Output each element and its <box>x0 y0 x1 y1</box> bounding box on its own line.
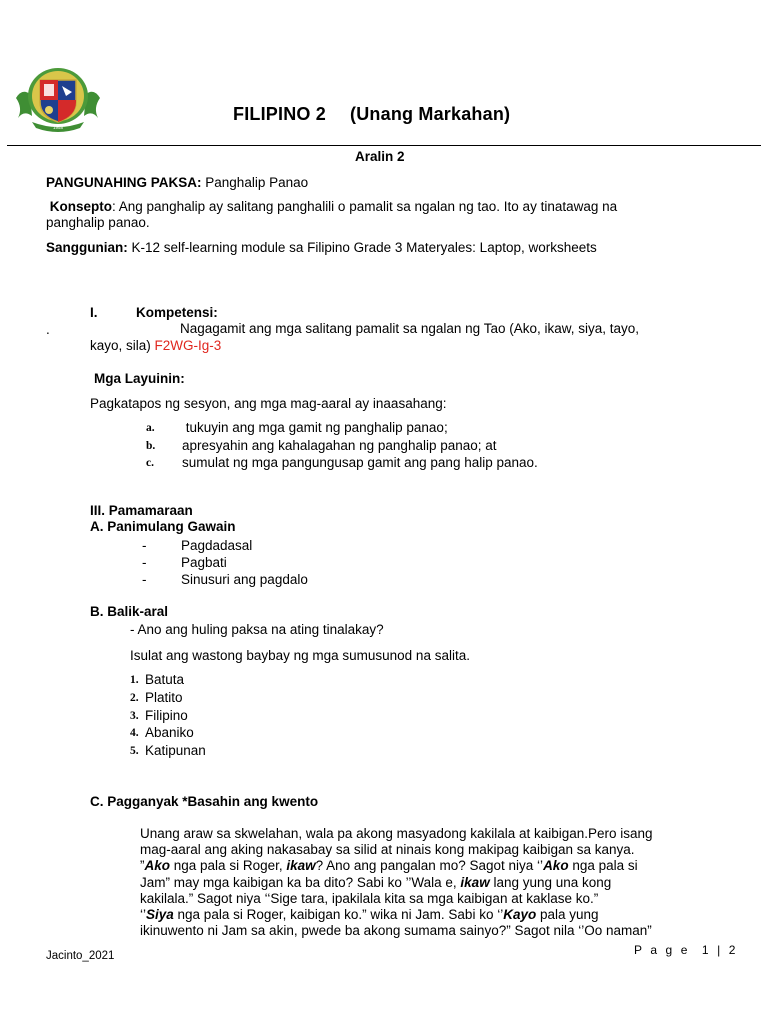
concept-text-line1: : Ang panghalip ay salitang panghalili o pamalit sa ngalan ng tao. Ito ay tinatawag na <box>112 199 618 214</box>
footer-author: Jacinto_2021 <box>46 950 115 962</box>
objective-letter: a. <box>146 422 155 434</box>
concept <box>46 199 617 231</box>
objectives-intro: Pagkatapos ng sesyon, ang mga mag-aaral ay inaasahang: <box>90 396 447 411</box>
story-line <box>140 858 730 874</box>
document-title <box>233 104 510 125</box>
opening-activity-heading: A. Panimulang Gawain <box>90 519 236 534</box>
subject-title: FILIPINO 2 <box>233 104 327 124</box>
review-word: Abaniko <box>145 725 194 740</box>
review-word: Katipunan <box>145 743 206 758</box>
review-number: 5. <box>130 745 139 757</box>
story-segment: Jam” may mga kaibigan ka ba dito? Sabi ko ’’Wala e, <box>140 874 461 890</box>
review-number: 1. <box>130 674 139 686</box>
story-segment: ? Ano ang pangalan mo? Sagot niya ‘’ <box>315 858 544 874</box>
story-segment: nga pala si <box>568 858 638 874</box>
story-segment: ‘’ <box>140 907 146 923</box>
story-segment: kakilala.” Sagot niya ‘‘Sige tara, ipakilala kita sa mga kaibigan at kaklase ko.” <box>140 890 599 906</box>
activity-dash: - <box>142 538 147 553</box>
story-line <box>140 842 730 858</box>
story-line <box>140 923 730 939</box>
quarter-title: (Unang Markahan) <box>350 104 511 124</box>
activity-item: Pagdadasal <box>181 538 253 553</box>
story-segment: lang yung una kong <box>489 874 612 890</box>
activity-dash: - <box>142 572 147 587</box>
competency-heading: Kompetensi: <box>136 305 218 320</box>
activity-item: Pagbati <box>181 555 227 570</box>
svg-text:1958: 1958 <box>52 125 64 130</box>
motivation-heading: C. Pagganyak *Basahin ang kwento <box>90 794 319 809</box>
review-word: Batuta <box>145 672 185 687</box>
review-number: 2. <box>130 692 139 704</box>
story-line <box>140 907 730 923</box>
competency-code: F2WG-Ig-3 <box>154 338 222 353</box>
pronoun-emphasis: Siya <box>146 907 174 923</box>
objective-letter: b. <box>146 440 156 452</box>
main-topic <box>46 175 308 190</box>
activity-item: Sinusuri ang pagdalo <box>181 572 308 587</box>
objective-item: tukuyin ang mga gamit ng panghalip panao; <box>182 420 448 435</box>
references-label: Sanggunian: <box>46 240 128 255</box>
pronoun-emphasis: ikaw <box>286 858 316 874</box>
story-text <box>140 826 730 939</box>
references <box>46 240 597 255</box>
story-line <box>140 826 730 842</box>
review-number: 3. <box>130 710 139 722</box>
competency-line2 <box>90 338 221 353</box>
competency-dot: . <box>46 322 50 337</box>
story-segment: ikinuwento ni Jam sa akin, pwede ba akong sumama sainyo?” Sagot nila ‘’Oo naman” <box>140 923 652 939</box>
activity-dash: - <box>142 555 147 570</box>
topic-label: PANGUNAHING PAKSA: <box>46 175 202 190</box>
lesson-label: Aralin 2 <box>355 149 405 164</box>
objective-item: apresyahin ang kahalagahan ng panghalip panao; at <box>182 438 497 453</box>
topic-value: Panghalip Panao <box>205 175 309 190</box>
review-question: - Ano ang huling paksa na ating tinalakay? <box>130 622 384 637</box>
story-segment: Unang araw sa skwelahan, wala pa akong masyadong kakilala at kaibigan.Pero isang <box>140 826 653 841</box>
story-segment: mag-aaral ang aking nakasabay sa silid at ninais kong makipag kaibigan sa kanya. <box>140 842 635 858</box>
school-seal-icon <box>14 66 102 136</box>
objectives-heading: Mga Layuinin: <box>94 371 185 386</box>
review-heading: B. Balik-aral <box>90 604 169 619</box>
objective-item: sumulat ng mga pangungusap gamit ang pang halip panao. <box>182 455 538 470</box>
header-divider <box>7 145 761 146</box>
story-segment: nga pala si Roger, kaibigan ko.” wika ni Jam. Sabi ko ‘’ <box>173 907 504 923</box>
story-segment: nga pala si Roger, <box>170 858 287 874</box>
school-logo <box>14 66 102 136</box>
pronoun-emphasis: Kayo <box>503 907 537 923</box>
pronoun-emphasis: Ako <box>144 858 171 874</box>
references-value: K-12 self-learning module sa Filipino Grade 3 Materyales: Laptop, worksheets <box>131 240 597 255</box>
story-line <box>140 875 730 891</box>
review-instruction: Isulat ang wastong baybay ng mga sumusunod na salita. <box>130 648 470 663</box>
story-line <box>140 891 730 907</box>
concept-text-line2: panghalip panao. <box>46 215 150 230</box>
review-word: Platito <box>145 690 183 705</box>
concept-label: Konsepto <box>49 199 113 214</box>
story-segment: ” <box>140 858 145 874</box>
pronoun-emphasis: Ako <box>543 858 569 874</box>
objective-letter: c. <box>146 457 154 469</box>
competency-pronouns: kayo, sila) <box>90 338 151 353</box>
procedure-heading: III. Pamamaraan <box>90 503 193 518</box>
review-number: 4. <box>130 727 139 739</box>
competency-numeral: I. <box>90 305 98 320</box>
story-segment: pala yung <box>536 907 599 923</box>
pronoun-emphasis: ikaw <box>460 874 490 890</box>
competency-line1: Nagagamit ang mga salitang pamalit sa ngalan ng Tao (Ako, ikaw, siya, tayo, <box>180 321 640 336</box>
review-word: Filipino <box>145 708 188 723</box>
page-number: P a g e 1 | 2 <box>634 943 739 957</box>
